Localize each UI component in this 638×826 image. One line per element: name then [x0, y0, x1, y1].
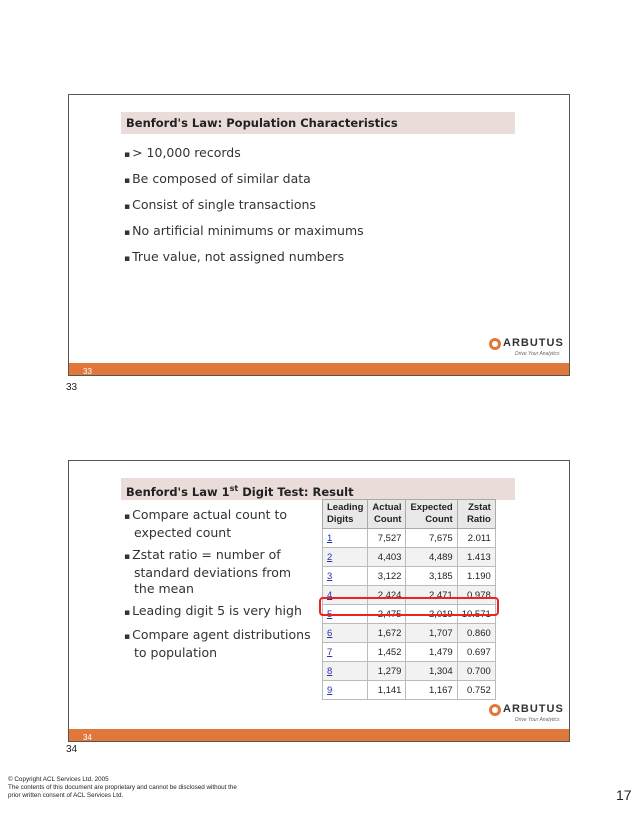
column-header: Expected Count — [406, 500, 457, 529]
logo-mark-icon — [489, 338, 501, 350]
column-header: Zstat Ratio — [457, 500, 495, 529]
logo-name: ARBUTUS — [503, 703, 564, 715]
slide-title: Benford's Law: Population Characteristics — [121, 112, 515, 134]
bullet-icon: ▪ — [124, 176, 131, 186]
slide-number-label: 33 — [66, 382, 78, 393]
bullet-item: ▪ Leading digit 5 is very high — [124, 603, 302, 618]
highlight-ring — [319, 597, 499, 616]
table-row: 3 3,122 3,185 1.190 — [323, 567, 496, 586]
digit-link[interactable]: 7 — [323, 643, 368, 662]
logo-name: ARBUTUS — [503, 337, 564, 349]
slide-34 — [68, 460, 570, 742]
table-row: 7 1,452 1,479 0.697 — [323, 643, 496, 662]
table-header-row — [323, 500, 496, 529]
column-header: Actual Count — [368, 500, 406, 529]
bullet-icon: ▪ — [124, 202, 131, 212]
bullet-item: ▪ Compare agent distributions to population — [124, 627, 311, 660]
bullet-icon: ▪ — [124, 608, 131, 618]
slide-33 — [68, 94, 570, 376]
slide-inner-number: 34 — [83, 733, 92, 742]
bullet-icon: ▪ — [124, 552, 131, 562]
digit-link[interactable]: 1 — [323, 529, 368, 548]
page-number: 17 — [616, 787, 632, 803]
bullet-list — [124, 507, 314, 667]
logo-mark-icon — [489, 704, 501, 716]
slide-inner-number: 33 — [83, 367, 92, 376]
arbutus-logo — [489, 703, 564, 725]
table-row: 2 4,403 4,489 1.413 — [323, 548, 496, 567]
slide-footer-bar — [69, 729, 569, 741]
digit-link[interactable]: 8 — [323, 662, 368, 681]
digit-link[interactable]: 3 — [323, 567, 368, 586]
slide-footer-bar — [69, 363, 569, 375]
bullet-icon: ▪ — [124, 632, 131, 642]
bullet-item: ▪ Consist of single transactions — [124, 197, 316, 212]
table-row: 8 1,279 1,304 0.700 — [323, 662, 496, 681]
digit-link[interactable]: 6 — [323, 624, 368, 643]
logo-tagline: Drive Your Analytics — [515, 351, 560, 357]
copyright-notice: © Copyright ACL Services Ltd. 2005 The contents of this document are proprietary and cannot be disclosed without the prior written consent of ACL Services Ltd. — [8, 776, 237, 800]
table-row: 9 1,141 1,167 0.752 — [323, 681, 496, 700]
table-row-highlighted: 5 2,475 2,019 10.571 — [323, 605, 496, 624]
bullet-list — [124, 144, 454, 274]
bullet-item: ▪ > 10,000 records — [124, 145, 241, 160]
bullet-item: ▪ Zstat ratio = number of standard deviations from the mean — [124, 547, 292, 596]
bullet-icon: ▪ — [124, 512, 131, 522]
digit-link[interactable]: 4 — [323, 586, 368, 605]
digit-link[interactable]: 2 — [323, 548, 368, 567]
digit-link[interactable]: 5 — [323, 605, 368, 624]
digit-link[interactable]: 9 — [323, 681, 368, 700]
bullet-icon: ▪ — [124, 150, 131, 160]
logo-tagline: Drive Your Analytics — [515, 717, 560, 723]
bullet-icon: ▪ — [124, 228, 131, 238]
slide-number-label: 34 — [66, 744, 78, 755]
table-row: 1 7,527 7,675 2.011 — [323, 529, 496, 548]
arbutus-logo — [489, 337, 564, 359]
table-row: 6 1,672 1,707 0.860 — [323, 624, 496, 643]
bullet-item: ▪ Be composed of similar data — [124, 171, 311, 186]
column-header: Leading Digits — [323, 500, 368, 529]
bullet-item: ▪ Compare actual count to expected count — [124, 507, 288, 540]
bullet-item: ▪ No artificial minimums or maximums — [124, 223, 364, 238]
bullet-icon: ▪ — [124, 254, 131, 264]
slide-title: Benford's Law 1st Digit Test: Result — [121, 478, 515, 500]
table-row: 4 2,424 2,471 0.978 — [323, 586, 496, 605]
bullet-item: ▪ True value, not assigned numbers — [124, 249, 345, 264]
